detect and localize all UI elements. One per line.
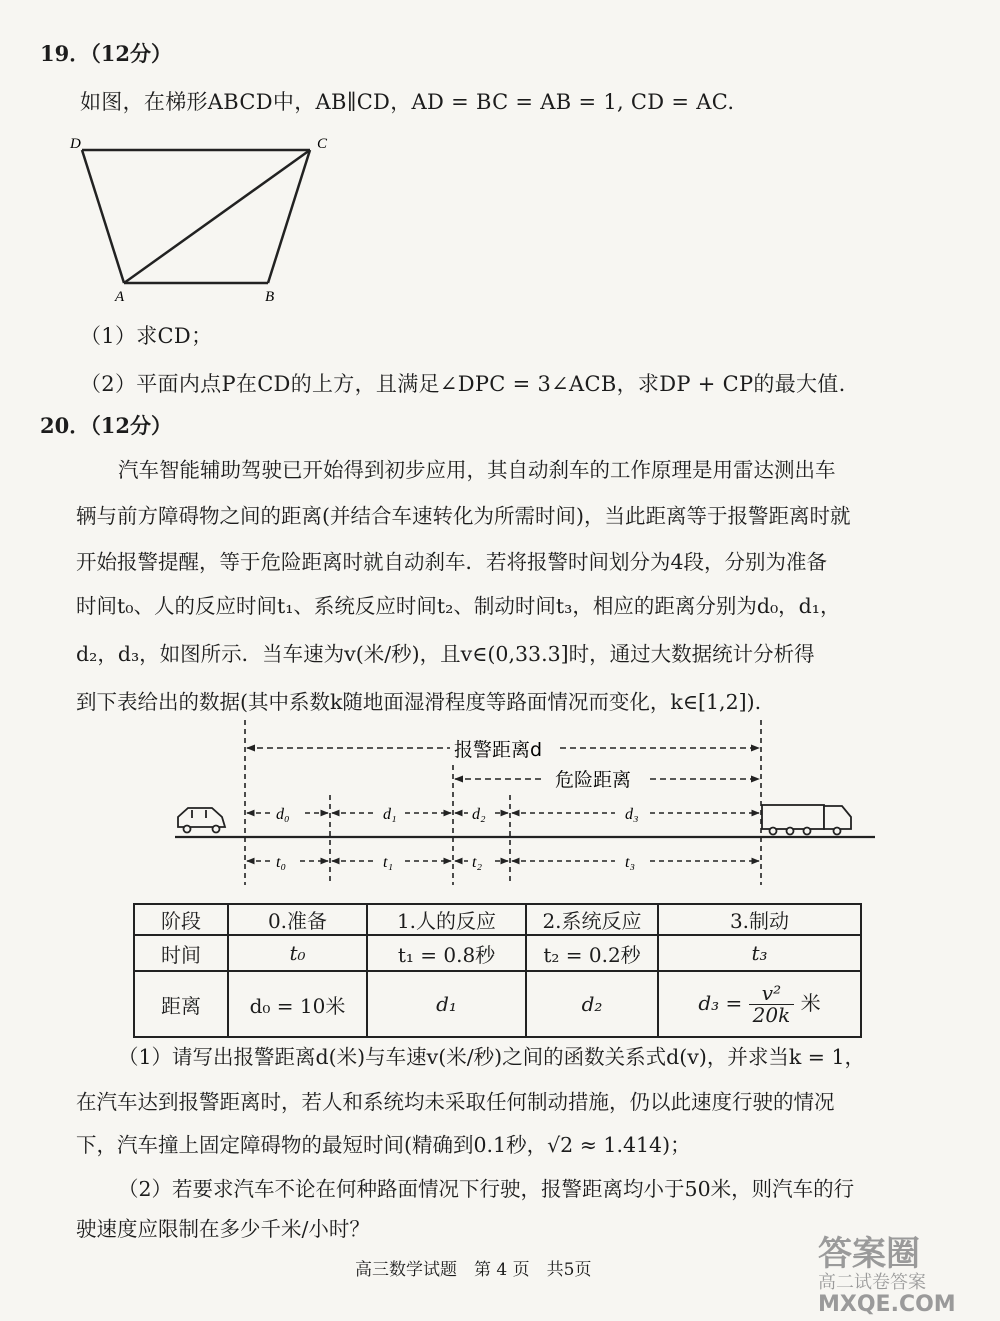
table-cell: t₂ = 0.2秒 xyxy=(526,935,658,971)
q20-para-line: 开始报警提醒，等于危险距离时就自动刹车．若将报警时间划分为4段，分别为准备 xyxy=(76,550,828,574)
table-row xyxy=(134,935,861,971)
table-cell: 0.准备 xyxy=(228,904,367,935)
q20-part2-line: （2）若要求汽车不论在何种路面情况下行驶，报警距离均小于50米，则汽车的行 xyxy=(118,1177,855,1201)
q20-part1-line: 在汽车达到报警距离时，若人和系统均未采取任何制动措施，仍以此速度行驶的情况 xyxy=(76,1090,835,1114)
table-cell: 1.人的反应 xyxy=(367,904,526,935)
d3-lhs: d₃ = xyxy=(698,990,743,1015)
car-icon xyxy=(178,808,225,833)
table-cell: 阶段 xyxy=(134,904,228,935)
d1-label: d₁ xyxy=(383,806,397,823)
d3-numerator: v² xyxy=(749,983,795,1005)
table-cell-d3 xyxy=(658,971,861,1037)
table-cell: 3.制动 xyxy=(658,904,861,935)
table-cell: t₃ xyxy=(658,935,861,971)
trapezoid-figure xyxy=(60,130,360,310)
edge-da xyxy=(82,150,124,283)
d2-label: d₂ xyxy=(472,806,486,823)
d3-unit: 米 xyxy=(800,990,821,1015)
edge-bc xyxy=(268,150,310,283)
alarm-distance-label: 报警距离d xyxy=(454,739,543,761)
t1-label: t₁ xyxy=(383,854,394,871)
q20-para-line: 辆与前方障碍物之间的距离(并结合车速转化为所需时间)，当此距离等于报警距离时就 xyxy=(76,504,851,528)
t2-label: t₂ xyxy=(472,854,483,871)
table-cell: d₁ xyxy=(367,971,526,1037)
danger-distance-label: 危险距离 xyxy=(555,769,632,791)
table-row xyxy=(134,904,861,935)
label-a: A xyxy=(115,289,125,305)
truck-icon xyxy=(762,805,851,835)
q20-part1-line: 下，汽车撞上固定障碍物的最短时间(精确到0.1秒，√2 ≈ 1.414)； xyxy=(76,1133,691,1157)
d3-denominator: 20k xyxy=(752,1002,791,1027)
table-cell: t₀ xyxy=(228,935,367,971)
label-b: B xyxy=(265,289,275,305)
q19-part1: （1）求CD； xyxy=(80,324,213,348)
table-cell: 2.系统反应 xyxy=(526,904,658,935)
table-row xyxy=(134,971,861,1037)
d3-fraction xyxy=(749,980,795,1027)
q19-part2: （2）平面内点P在CD的上方，且满足∠DPC = 3∠ACB，求DP + CP的最大值. xyxy=(80,372,846,396)
q20-para-line: 汽车智能辅助驾驶已开始得到初步应用，其自动刹车的工作原理是用雷达测出车 xyxy=(118,458,836,482)
q19-stem: 如图，在梯形ABCD中，AB∥CD，AD = BC = AB = 1, CD = AC. xyxy=(80,90,735,114)
q20-para-line: d₂，d₃，如图所示．当车速为v(米/秒)，且v∈(0,33.3]时，通过大数据统计分析得 xyxy=(76,642,815,666)
table-cell: t₁ = 0.8秒 xyxy=(367,935,526,971)
watermark-logo: 答案圈 xyxy=(818,1234,920,1274)
watermark-url: MXQE.COM xyxy=(818,1292,956,1317)
q19-number: 19．（12分） xyxy=(40,41,172,66)
watermark-text: 高二试卷答案 xyxy=(818,1272,926,1293)
t0-label: t₀ xyxy=(276,854,287,871)
d0-label: d₀ xyxy=(276,806,290,823)
q20-part1-line: （1）请写出报警距离d(米)与车速v(米/秒)之间的函数关系式d(v)，并求当k = 1， xyxy=(118,1045,866,1069)
q20-para-line: 时间t₀、人的反应时间t₁、系统反应时间t₂、制动时间t₃，相应的距离分别为d₀，d₁， xyxy=(76,594,841,618)
q20-para-line: 到下表给出的数据(其中系数k随地面湿滑程度等路面情况而变化，k∈[1,2]). xyxy=(76,690,762,714)
d3-label: d₃ xyxy=(625,806,639,823)
label-c: C xyxy=(317,136,328,152)
braking-data-table xyxy=(133,903,862,1038)
table-cell: 距离 xyxy=(134,971,228,1037)
table-cell: d₀ = 10米 xyxy=(228,971,367,1037)
page-footer: 高三数学试题 第 4 页 共5页 xyxy=(355,1260,592,1280)
table-cell: 时间 xyxy=(134,935,228,971)
t3-label: t₃ xyxy=(625,854,636,871)
table-cell: d₂ xyxy=(526,971,658,1037)
q20-part2-line: 驶速度应限制在多少千米/小时？ xyxy=(76,1217,370,1241)
diagonal-ac xyxy=(124,150,310,283)
label-d: D xyxy=(70,136,81,152)
alarm-distance-diagram xyxy=(170,715,880,895)
q20-number: 20．（12分） xyxy=(40,413,172,438)
